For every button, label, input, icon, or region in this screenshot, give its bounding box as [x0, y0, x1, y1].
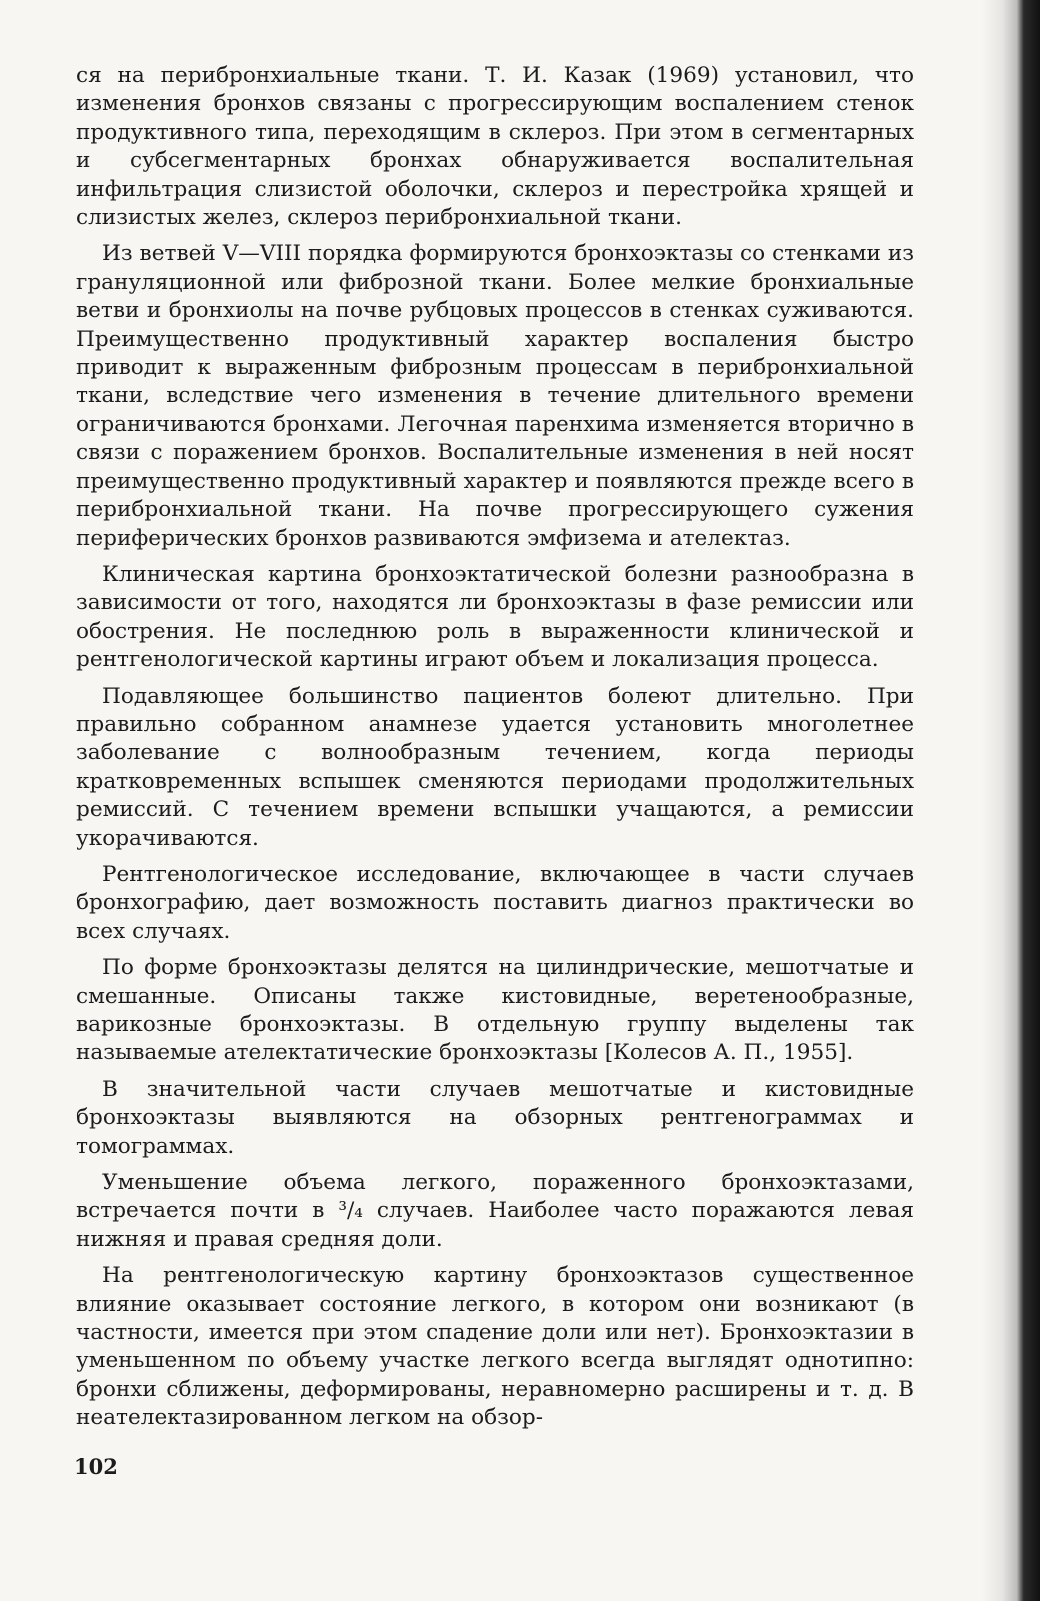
paragraph: ся на перибронхиальные ткани. Т. И. Казак (1969) установил, что изменения бронхов связаны с прогрессирующим воспалением стенок продуктивного типа, переходящим в склероз. При этом в сегментарных и субсегментарных бронхах обнаруживается воспалительная инфильтрация слизистой оболочки, склероз и перестройка хрящей и слизистых желез, склероз перибронхиальной ткани.	[76, 63, 914, 231]
page-binding-edge	[982, 0, 1040, 1601]
book-text	[76, 62, 914, 1441]
paragraph: На рентгенологическую картину бронхоэктазов существенное влияние оказывает состояние легкого, в котором они возникают (в частности, имеется при этом спадение доли или нет). Бронхоэктазии в уменьшенном по объему участке легкого всегда выглядят однотипно: бронхи сближены, деформированы, неравномерно расширены и т. д. В неателектазированном легком на обзор-	[76, 1263, 914, 1431]
paragraph: Клиническая картина бронхоэктатической болезни разнообразна в зависимости от того, находятся ли бронхоэктазы в фазе ремиссии или обострения. Не последнюю роль в выраженности клинической и рентгенологической картины играют объем и локализация процесса.	[76, 561, 914, 673]
paragraph: Из ветвей V—VIII порядка формируются бронхоэктазы со стенками из грануляционной или фиброзной ткани. Более мелкие бронхиальные ветви и бронхиолы на почве рубцовых процессов в стенках суживаются. Преимущественно продуктивный характер воспаления быстро приводит к выраженным фиброзным процессам в перибронхиальной ткани, вследствие чего изменения в течение длительного времени ограничиваются бронхами. Легочная паренхима изменяется вторично в связи с поражением бронхов. Воспалительные изменения в ней носят преимущественно продуктивный характер и появляются прежде всего в перибронхиальной ткани. На почве прогрессирующего сужения периферических бронхов развиваются эмфизема и ателектаз.	[76, 241, 914, 551]
paragraph: Подавляющее большинство пациентов болеют длительно. При правильно собранном анамнезе удается установить многолетнее заболевание с волнообразным течением, когда периоды кратковременных вспышек сменяются периодами продолжительных ремиссий. С течением времени вспышки учащаются, а ремиссии укорачиваются.	[76, 683, 914, 851]
paragraph: По форме бронхоэктазы делятся на цилиндрические, мешотчатые и смешанные. Описаны также кистовидные, веретенообразные, варикозные бронхоэктазы. В отдельную группу выделены так называемые ателектатические бронхоэктазы [Колесов А. П., 1955].	[76, 955, 914, 1066]
paragraph: Рентгенологическое исследование, включающее в части случаев бронхографию, дает возможность поставить диагноз практически во всех случаях.	[76, 861, 914, 944]
paragraph: В значительной части случаев мешотчатые и кистовидные бронхоэктазы выявляются на обзорных рентгенограммах и томограммах.	[76, 1076, 914, 1159]
page-number: 102	[74, 1454, 118, 1479]
paragraph: Уменьшение объема легкого, пораженного бронхоэктазами, встречается почти в ³/₄ случаев. Наиболее часто поражаются левая нижняя и правая средняя доли.	[76, 1170, 914, 1252]
